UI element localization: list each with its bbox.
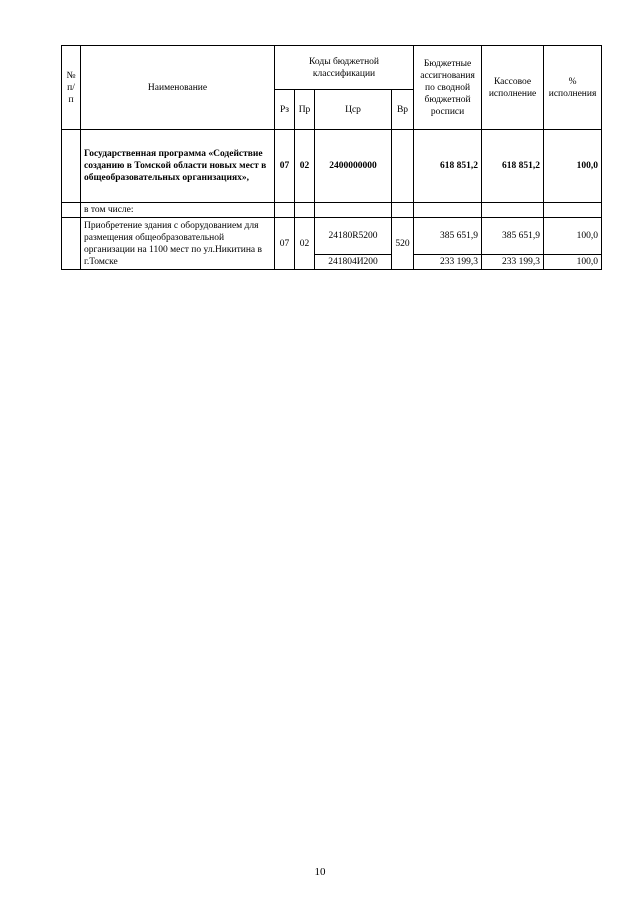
program-pr: 02 <box>295 130 315 203</box>
item-line2-cash: 233 199,3 <box>482 255 544 270</box>
including-num <box>62 203 81 218</box>
item-vr: 520 <box>392 218 414 270</box>
program-name: Государственная программа «Содействие созданию в Томской области новых мест в общеобразовательных организациях», <box>81 130 275 203</box>
program-num <box>62 130 81 203</box>
item-num <box>62 218 81 270</box>
header-codes-group: Коды бюджетной классификации <box>275 46 414 90</box>
including-percent <box>544 203 602 218</box>
item-pr: 02 <box>295 218 315 270</box>
including-cash <box>482 203 544 218</box>
item-line2-percent: 100,0 <box>544 255 602 270</box>
item-line1-assignments: 385 651,9 <box>414 218 482 255</box>
item-line1-cash: 385 651,9 <box>482 218 544 255</box>
header-cash: Кассовое исполнение <box>482 46 544 130</box>
header-percent: % исполнения <box>544 46 602 130</box>
header-row-top <box>62 46 602 90</box>
program-rz: 07 <box>275 130 295 203</box>
including-csr <box>315 203 392 218</box>
item-name: Приобретение здания с оборудованием для размещения общеобразовательной организации на 1100 мест по ул.Никитина в г.Томске <box>81 218 275 270</box>
header-csr: Цср <box>315 90 392 130</box>
header-assignments: Бюджетные ассигнования по сводной бюджетной росписи <box>414 46 482 130</box>
including-pr <box>295 203 315 218</box>
budget-execution-table <box>61 45 602 270</box>
header-vr: Вр <box>392 90 414 130</box>
page-number: 10 <box>314 866 326 878</box>
program-assignments: 618 851,2 <box>414 130 482 203</box>
item-line2-csr: 241804И200 <box>315 255 392 270</box>
including-label: в том числе: <box>81 203 275 218</box>
table-row-item-1 <box>62 218 602 255</box>
item-line1-percent: 100,0 <box>544 218 602 255</box>
including-rz <box>275 203 295 218</box>
item-line1-csr: 24180R5200 <box>315 218 392 255</box>
header-name: Наименование <box>81 46 275 130</box>
program-cash: 618 851,2 <box>482 130 544 203</box>
header-rz: Рз <box>275 90 295 130</box>
item-line2-assignments: 233 199,3 <box>414 255 482 270</box>
item-rz: 07 <box>275 218 295 270</box>
program-csr: 2400000000 <box>315 130 392 203</box>
table-row-program <box>62 130 602 203</box>
header-num: № п/п <box>62 46 81 130</box>
header-pr: Пр <box>295 90 315 130</box>
including-assignments <box>414 203 482 218</box>
table-row-including <box>62 203 602 218</box>
including-vr <box>392 203 414 218</box>
program-vr <box>392 130 414 203</box>
program-percent: 100,0 <box>544 130 602 203</box>
